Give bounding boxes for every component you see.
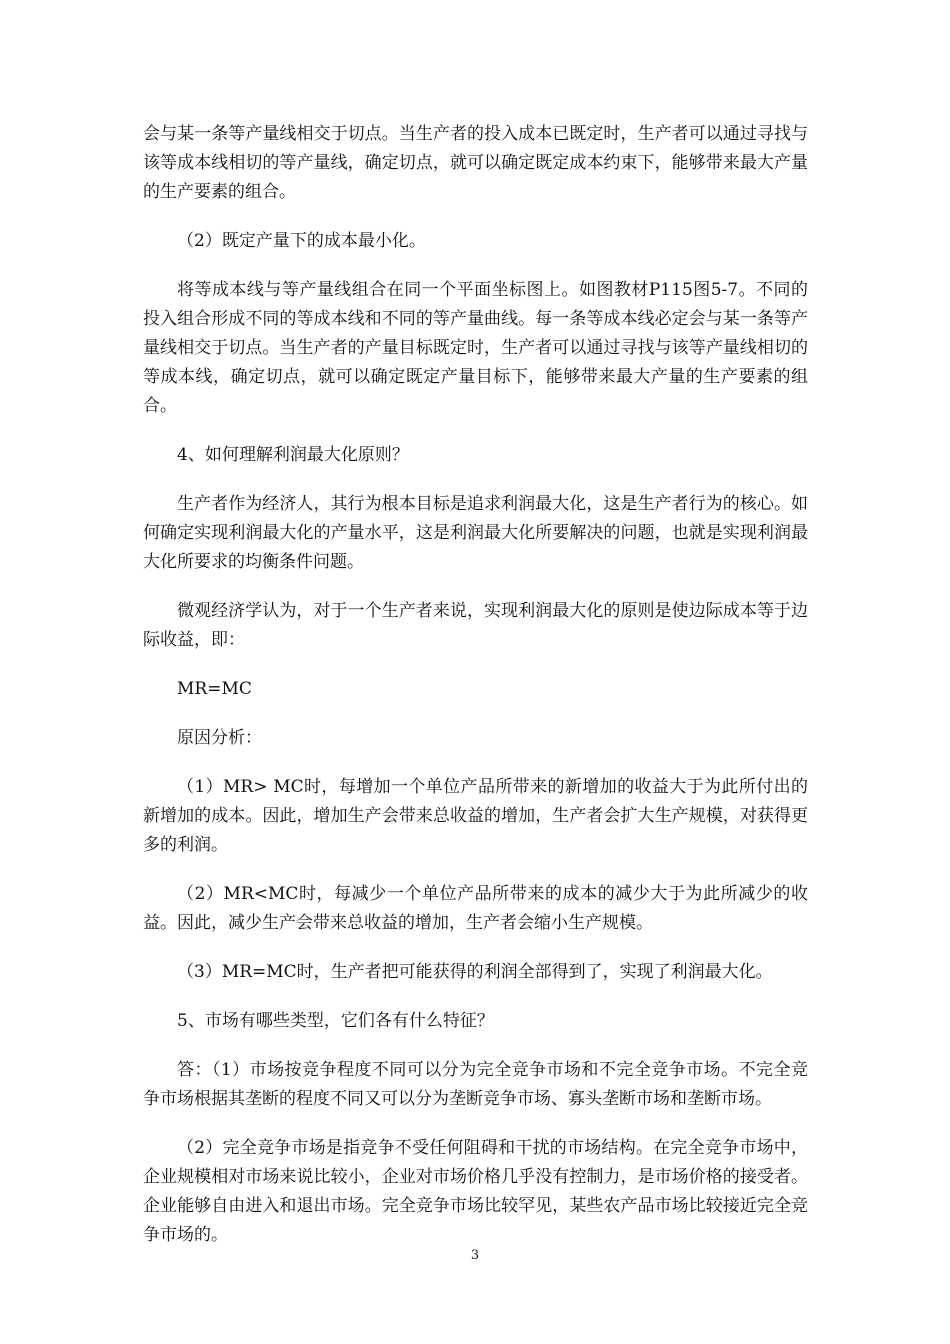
paragraph: 原因分析： [177,728,262,748]
paragraph: 答：（1）市场按竞争程度不同可以分为完全竞争市场和不完全竞争市场。不完全竞争市场根据其垄断的程度不同又可以分为垄断竞争市场、寡头垄断市场和垄断市场。 [143,1060,808,1109]
formula: MR=MC [177,679,252,699]
paragraph: 生产者作为经济人，其行为根本目标是追求利润最大化，这是生产者行为的核心。如何确定实现利润最大化的产量水平，这是利润最大化所要解决的问题，也就是实现利润最大化所要求的均衡条件问题。 [143,494,808,572]
paragraph: 微观经济学认为，对于一个生产者来说，实现利润最大化的原则是使边际成本等于边际收益，即： [143,601,808,650]
paragraph: （2）既定产量下的成本最小化。 [177,231,426,251]
paragraph: 将等成本线与等产量线组合在同一个平面坐标图上。如图教材P115图5-7。不同的投入组合形成不同的等成本线和不同的等产量曲线。每一条等成本线必定会与某一条等产量线相交于切点。当生产者的产量目标既定时，生产者可以通过寻找与该等产量线相切的等成本线，确定切点，就可以确定既定产量目标下，能够带来最大产量的生产要素的组合。 [143,280,808,416]
paragraph: （1）MR> MC时，每增加一个单位产品所带来的新增加的收益大于为此所付出的新增加的成本。因此，增加生产会带来总收益的增加，生产者会扩大生产规模，对获得更多的利润。 [143,777,808,855]
paragraph: （2）MR<MC时，每减少一个单位产品所带来的成本的减少大于为此所减少的收益。因此，减少生产会带来总收益的增加，生产者会缩小生产规模。 [143,884,808,933]
section-question: 4、如何理解利润最大化原则？ [177,445,409,465]
paragraph: （2）完全竞争市场是指竞争不受任何阻碍和干扰的市场结构。在完全竞争市场中，企业规模相对市场来说比较小，企业对市场价格几乎没有控制力，是市场价格的接受者。企业能够自由进入和退出市场。完全竞争市场比较罕见，某些农产品市场比较接近完全竞争市场的。 [143,1138,808,1245]
page-number: 3 [470,1248,480,1263]
paragraph: 会与某一条等产量线相交于切点。当生产者的投入成本已既定时，生产者可以通过寻找与该等成本线相切的等产量线，确定切点，就可以确定既定成本约束下，能够带来最大产量的生产要素的组合。 [143,124,808,202]
paragraph: （3）MR=MC时，生产者把可能获得的利润全部得到了，实现了利润最大化。 [177,962,773,982]
document-body [143,120,808,1270]
section-question: 5、市场有哪些类型，它们各有什么特征？ [177,1011,494,1031]
